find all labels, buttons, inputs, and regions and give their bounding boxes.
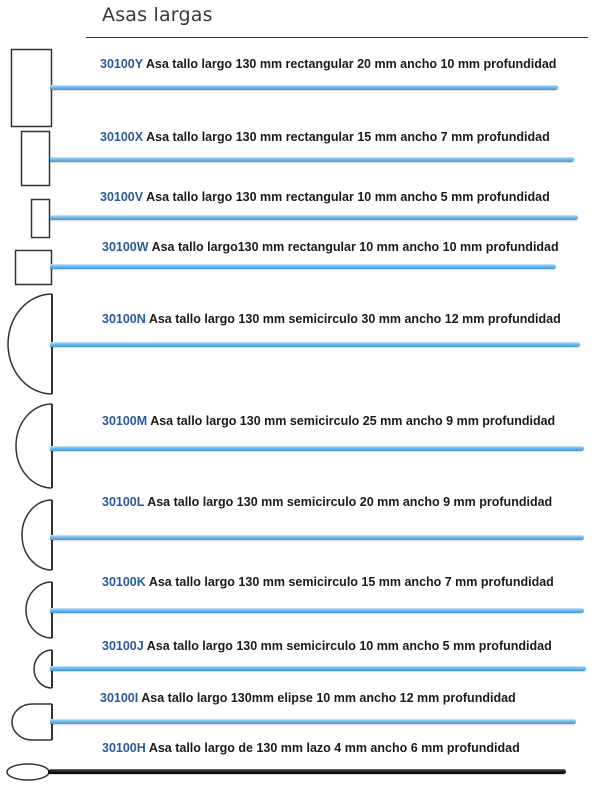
product-label — [102, 741, 520, 755]
product-code: 30100H — [102, 741, 146, 755]
product-label — [100, 190, 550, 204]
product-label — [100, 130, 550, 144]
loop-rod — [50, 157, 574, 162]
loop-rod — [50, 719, 576, 724]
product-description: Asa tallo largo 130 mm rectangular 15 mm ancho 7 mm profundidad — [146, 130, 550, 144]
semicircle-loop-icon — [6, 292, 54, 396]
loop-rod — [50, 215, 578, 220]
loop-rod — [50, 769, 566, 774]
product-description: Asa tallo largo 130 mm semicirculo 20 mm ancho 9 mm profundidad — [147, 495, 553, 509]
loop-rod — [50, 85, 558, 90]
product-label — [100, 57, 556, 71]
product-description: Asa tallo largo 130 mm rectangular 20 mm ancho 10 mm profundidad — [145, 57, 557, 71]
ellipse-loop-icon — [6, 702, 54, 742]
page-title: Asas largas — [102, 4, 213, 26]
product-code: 30100X — [100, 130, 144, 144]
product-description: Asa tallo largo 130 mm rectangular 10 mm ancho 5 mm profundidad — [146, 190, 550, 204]
rectangular-loop-icon — [30, 198, 52, 240]
product-code: 30100I — [100, 691, 139, 705]
product-description: Asa tallo largo 130 mm semicirculo 25 mm ancho 9 mm profundidad — [150, 414, 556, 428]
product-label — [100, 691, 516, 705]
product-description: Asa tallo largo 130 mm semicirculo 10 mm ancho 5 mm profundidad — [146, 639, 552, 653]
product-description: Asa tallo largo 130 mm semicirculo 30 mm ancho 12 mm profundidad — [148, 312, 561, 326]
loop-rod — [50, 342, 580, 347]
loop-rod — [50, 446, 584, 451]
product-code: 30100W — [102, 240, 149, 254]
product-code: 30100V — [100, 190, 144, 204]
wire-loop-icon — [4, 761, 56, 783]
semicircle-loop-icon — [14, 402, 54, 490]
loop-rod — [50, 535, 584, 540]
product-code: 30100K — [102, 575, 146, 589]
product-code: 30100L — [102, 495, 145, 509]
product-label — [102, 495, 552, 509]
rectangular-loop-icon — [10, 48, 54, 130]
loop-rod — [50, 666, 586, 671]
product-description: Asa tallo largo de 130 mm lazo 4 mm ancho 6 mm profundidad — [148, 741, 520, 755]
product-description: Asa tallo largo130 mm rectangular 10 mm ancho 10 mm profundidad — [151, 240, 559, 254]
product-code: 30100J — [102, 639, 144, 653]
product-code: 30100N — [102, 312, 146, 326]
title-divider — [86, 37, 588, 38]
product-code: 30100M — [102, 414, 148, 428]
product-label — [102, 240, 559, 254]
product-code: 30100Y — [100, 57, 143, 71]
product-description: Asa tallo largo 130 mm semicirculo 15 mm ancho 7 mm profundidad — [148, 575, 554, 589]
rectangular-loop-icon — [14, 249, 54, 287]
loop-rod — [50, 264, 556, 269]
semicircle-loop-icon — [20, 498, 54, 572]
rectangular-loop-icon — [20, 130, 52, 188]
product-label — [102, 312, 561, 326]
product-label — [102, 575, 554, 589]
product-label — [102, 414, 555, 428]
loop-rod — [50, 608, 584, 613]
product-description: Asa tallo largo 130mm elipse 10 mm ancho 12 mm profundidad — [141, 691, 516, 705]
product-label — [102, 639, 552, 653]
